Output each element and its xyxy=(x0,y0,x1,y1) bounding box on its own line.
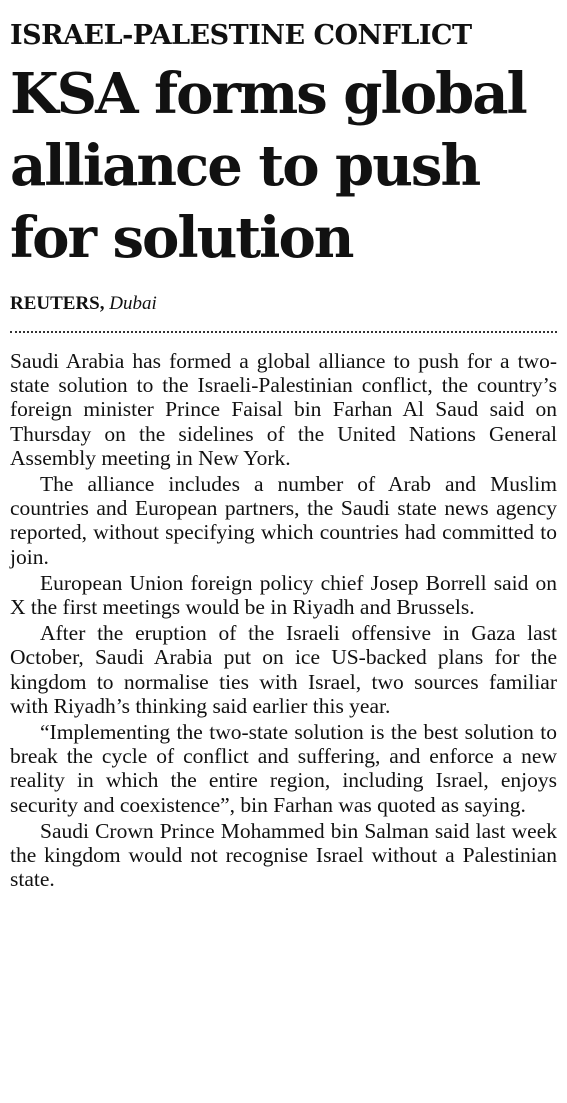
section-kicker: ISRAEL-PALESTINE CONFLICT xyxy=(10,20,472,51)
article-body xyxy=(10,349,557,891)
byline xyxy=(10,292,557,316)
news-article xyxy=(10,0,557,893)
body-paragraph-3: European Union foreign policy chief Josep Borrell said on X the first meetings would be in Riyadh and Brussels. xyxy=(10,570,557,620)
body-paragraph-2: The alliance includes a number of Arab and Muslim countries and European partners, the Saudi state news agency reported, without specifying which countries had committed to join. xyxy=(10,472,557,569)
body-paragraph-4: After the eruption of the Israeli offensive in Gaza last October, Saudi Arabia put on ice US-backed plans for the kingdom to normalise ties with Israel, two sources familiar with Riyadh’s thinking said earlier this year. xyxy=(10,621,557,718)
headline: KSA forms global alliance to push for solution xyxy=(10,61,526,271)
dotted-divider xyxy=(10,331,557,333)
byline-agency: REUTERS, xyxy=(10,293,105,314)
byline-place: Dubai xyxy=(109,293,157,314)
body-paragraph-5: “Implementing the two-state solution is the best solution to break the cycle of conflict and suffering, and enforce a new reality in which the entire region, including Israel, enjoys security and coexistence”, bin Farhan was quoted as saying. xyxy=(10,720,557,817)
body-paragraph-1: Saudi Arabia has formed a global alliance to push for a two-state solution to the Israeli-Palestinian conflict, the country’s foreign minister Prince Faisal bin Farhan Al Saud said on Thursday on the sidelines of the United Nations General Assembly meeting in New York. xyxy=(10,349,557,470)
body-paragraph-6: Saudi Crown Prince Mohammed bin Salman said last week the kingdom would not recognise Israel without a Palestinian state. xyxy=(10,818,557,892)
